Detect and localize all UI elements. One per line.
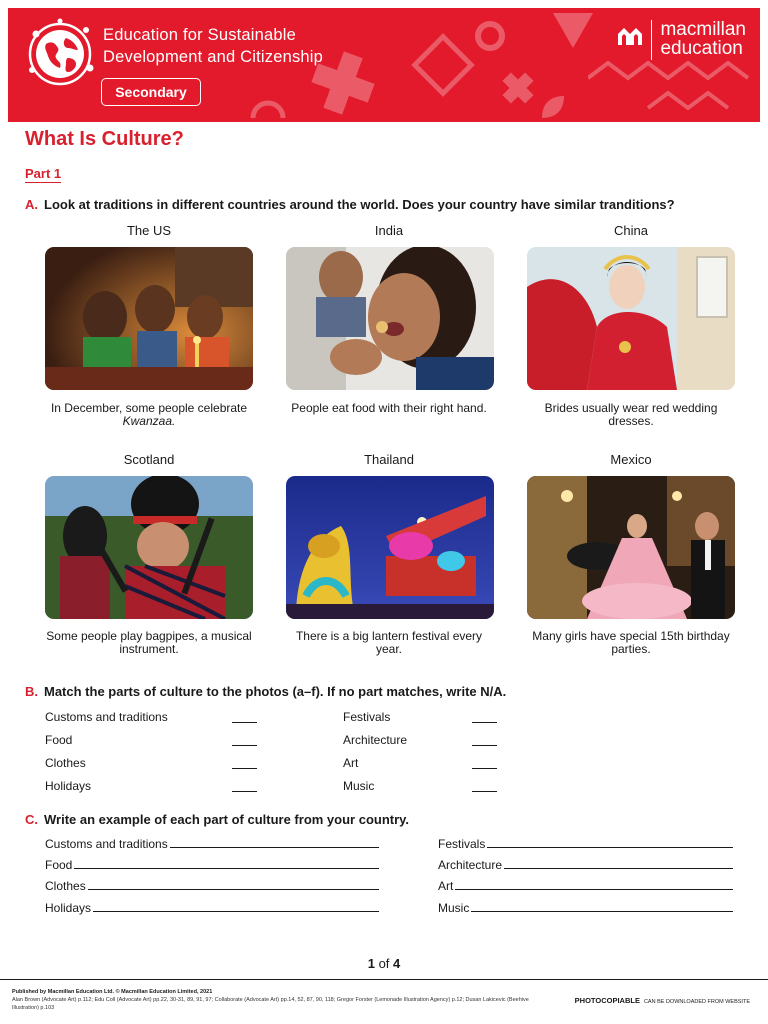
section-c-instruction bbox=[25, 812, 409, 827]
write-line-row[interactable] bbox=[438, 837, 733, 851]
match-item-label: Customs and traditions bbox=[45, 710, 168, 724]
page-total: 4 bbox=[393, 956, 401, 971]
ring-decoration-icon bbox=[470, 16, 510, 56]
page-of: of bbox=[378, 956, 390, 971]
write-line-row[interactable] bbox=[45, 858, 379, 872]
red-wedding-dress-photo bbox=[527, 247, 735, 390]
section-a-instruction bbox=[25, 197, 675, 212]
section-c-text: Write an example of each part of culture from your country. bbox=[44, 812, 410, 827]
photo-caption: There is a big lantern festival every year. bbox=[295, 629, 483, 656]
macmillan-logo-icon bbox=[617, 26, 643, 46]
kwanzaa-candles-photo bbox=[45, 247, 253, 390]
write-line[interactable] bbox=[487, 847, 733, 848]
match-item-label: Art bbox=[343, 756, 359, 770]
write-line[interactable] bbox=[88, 889, 379, 890]
section-b-instruction bbox=[25, 684, 506, 699]
brand-line1: macmillan bbox=[660, 19, 746, 40]
caption-italic-text: Kwanzaa. bbox=[122, 414, 176, 428]
write-line-label: Architecture bbox=[438, 858, 503, 872]
eating-food-photo bbox=[286, 247, 494, 390]
write-line-row[interactable] bbox=[45, 901, 379, 915]
write-line-label: Food bbox=[45, 858, 73, 872]
small-cross-decoration-icon bbox=[498, 68, 538, 108]
section-a-letter: A. bbox=[25, 197, 38, 212]
country-label: The US bbox=[126, 223, 172, 238]
country-label: Mexico bbox=[610, 452, 652, 467]
write-line[interactable] bbox=[471, 911, 733, 912]
country-label: China bbox=[614, 223, 648, 238]
match-answer-blank[interactable] bbox=[232, 791, 257, 792]
section-c-letter: C. bbox=[25, 812, 38, 827]
photo-caption: Brides usually wear red wedding dresses. bbox=[544, 401, 718, 428]
footer-divider bbox=[0, 979, 768, 980]
write-line[interactable] bbox=[504, 868, 733, 869]
photo-caption: Many girls have special 15th birthday parties. bbox=[532, 629, 730, 656]
part-label: Part 1 bbox=[25, 166, 62, 181]
write-line-row[interactable] bbox=[438, 858, 733, 872]
write-line-row[interactable] bbox=[438, 879, 733, 893]
photo-caption: Some people play bagpipes, a musical instrument. bbox=[46, 629, 252, 656]
download-note: CAN BE DOWNLOADED FROM WEBSITE bbox=[643, 999, 750, 1005]
photocopiable-label: PHOTOCOPIABLE bbox=[574, 996, 640, 1005]
match-item-label: Holidays bbox=[45, 779, 92, 793]
section-b-letter: B. bbox=[25, 684, 38, 699]
section-b-text: Match the parts of culture to the photos (a–f). If no part matches, write N/A. bbox=[44, 684, 507, 699]
leaf-decoration-icon bbox=[538, 92, 568, 122]
program-title bbox=[103, 24, 323, 68]
write-line[interactable] bbox=[93, 911, 379, 912]
program-title-line2: Development and Citizenship bbox=[103, 48, 324, 66]
match-item-label: Clothes bbox=[45, 756, 86, 770]
match-item-label: Architecture bbox=[343, 733, 408, 747]
write-line-label: Clothes bbox=[45, 879, 86, 893]
page-title: What Is Culture? bbox=[25, 128, 184, 150]
match-answer-blank[interactable] bbox=[232, 768, 257, 769]
arc-decoration-icon bbox=[248, 88, 288, 122]
match-answer-blank[interactable] bbox=[232, 722, 257, 723]
write-line-label: Music bbox=[438, 901, 470, 915]
write-line-label: Holidays bbox=[45, 901, 92, 915]
caption-text: In December, some people celebrate bbox=[50, 401, 248, 415]
match-answer-blank[interactable] bbox=[232, 745, 257, 746]
write-line[interactable] bbox=[455, 889, 733, 890]
page-indicator bbox=[0, 956, 768, 971]
write-line-row[interactable] bbox=[45, 879, 379, 893]
match-answer-blank[interactable] bbox=[472, 768, 497, 769]
diamond-decoration-icon bbox=[408, 30, 478, 100]
brand-line2: education bbox=[660, 38, 743, 59]
macmillan-brand bbox=[617, 20, 746, 60]
write-line-row[interactable] bbox=[438, 901, 733, 915]
match-answer-blank[interactable] bbox=[472, 745, 497, 746]
country-label: Thailand bbox=[364, 452, 414, 467]
write-line-label: Festivals bbox=[438, 837, 486, 851]
level-badge: Secondary bbox=[101, 78, 201, 106]
section-a-text: Look at traditions in different countries around the world. Does your country have similar tranditions? bbox=[44, 197, 675, 212]
write-line[interactable] bbox=[74, 868, 379, 869]
write-line-row[interactable] bbox=[45, 837, 379, 851]
match-answer-blank[interactable] bbox=[472, 791, 497, 792]
photo-caption bbox=[45, 402, 253, 428]
header-banner bbox=[8, 8, 760, 122]
page-current: 1 bbox=[367, 956, 375, 971]
match-item-label: Music bbox=[343, 779, 375, 793]
country-label: Scotland bbox=[123, 452, 175, 467]
write-line-label: Customs and traditions bbox=[45, 837, 168, 851]
footer-published: Published by Macmillan Education Ltd. © Macmillan Education Limited, 2021 bbox=[12, 989, 213, 995]
match-item-label: Food bbox=[45, 733, 73, 747]
match-item-label: Festivals bbox=[343, 710, 391, 724]
footer-photocopiable bbox=[575, 996, 750, 1005]
footer-credits: Alan Brown (Advocate Art) p.112; Edu Coll (Advocate Art) pp.22, 30-31, 89, 91, 97; Collaborate (Advocate Art) pp.14, 52, 87, 90, 118; Gregor Forster (Lemonade Illustration Agency) p.12; Dusan Lakicevic (Beehive Illustration) p.103 bbox=[12, 997, 529, 1011]
brand-wordmark bbox=[660, 20, 746, 58]
country-label: India bbox=[374, 223, 404, 238]
match-answer-blank[interactable] bbox=[472, 722, 497, 723]
globe-logo-icon bbox=[24, 18, 96, 90]
write-line-label: Art bbox=[438, 879, 454, 893]
program-title-line1: Education for Sustainable bbox=[103, 26, 297, 44]
quinceanera-photo bbox=[527, 476, 735, 619]
lantern-festival-photo bbox=[286, 476, 494, 619]
write-line[interactable] bbox=[170, 847, 379, 848]
brand-separator bbox=[651, 20, 653, 60]
bagpipes-photo bbox=[45, 476, 253, 619]
photo-caption: People eat food with their right hand. bbox=[291, 401, 487, 415]
